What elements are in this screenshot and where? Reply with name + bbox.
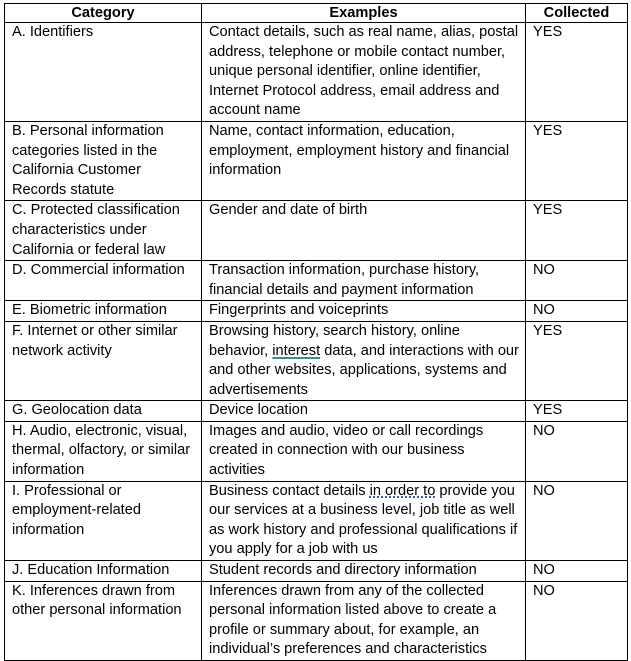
- table-row: [5, 481, 628, 560]
- category-cell: E. Biometric information: [5, 301, 202, 322]
- examples-cell: Inferences drawn from any of the collected personal information listed above to create a profile or summary about, for example, an individual’s preferences and characteristics: [202, 581, 526, 660]
- category-cell: K. Inferences drawn from other personal information: [5, 581, 202, 660]
- table-row: [5, 401, 628, 422]
- collected-cell: NO: [526, 561, 628, 582]
- table-header-row: [5, 4, 628, 23]
- proofing-marked-word[interactable]: interest: [272, 342, 321, 359]
- table-row: [5, 321, 628, 400]
- collected-cell: YES: [526, 201, 628, 261]
- examples-cell: [202, 321, 526, 400]
- examples-text: data, and interactions with our and other websites, applications, systems and advertisements: [209, 342, 519, 398]
- category-cell: D. Commercial information: [5, 261, 202, 301]
- examples-text: Business contact details: [209, 482, 370, 499]
- examples-cell: Transaction information, purchase history, financial details and payment information: [202, 261, 526, 301]
- collected-cell: YES: [526, 23, 628, 122]
- examples-text: Browsing history, search history, online behavior,: [209, 322, 460, 359]
- collected-cell: NO: [526, 301, 628, 322]
- personal-information-table: [4, 3, 628, 661]
- examples-cell: [202, 481, 526, 560]
- table-row: [5, 581, 628, 660]
- header-category: Category: [5, 4, 202, 23]
- collected-cell: NO: [526, 581, 628, 660]
- examples-cell: Name, contact information, education, employment, employment history and financial information: [202, 121, 526, 200]
- category-cell: H. Audio, electronic, visual, thermal, olfactory, or similar information: [5, 421, 202, 481]
- category-cell: B. Personal information categories listed in the California Customer Records statute: [5, 121, 202, 200]
- collected-cell: YES: [526, 121, 628, 200]
- examples-cell: Device location: [202, 401, 526, 422]
- header-collected: Collected: [526, 4, 628, 23]
- category-cell: J. Education Information: [5, 561, 202, 582]
- header-examples: Examples: [202, 4, 526, 23]
- category-cell: F. Internet or other similar network activity: [5, 321, 202, 400]
- table-row: [5, 121, 628, 200]
- collected-cell: NO: [526, 481, 628, 560]
- examples-cell: Student records and directory information: [202, 561, 526, 582]
- collected-cell: YES: [526, 401, 628, 422]
- examples-text: provide you our services at a business level, job title as well as work history and professional qualifications if you apply for a job with us: [209, 482, 518, 558]
- examples-cell: Contact details, such as real name, alias, postal address, telephone or mobile contact number, unique personal identifier, online identifier, Internet Protocol address, email address and account name: [202, 23, 526, 122]
- collected-cell: NO: [526, 421, 628, 481]
- collected-cell: YES: [526, 321, 628, 400]
- examples-cell: Images and audio, video or call recordings created in connection with our business activities: [202, 421, 526, 481]
- table-row: [5, 561, 628, 582]
- table-row: [5, 201, 628, 261]
- examples-cell: Gender and date of birth: [202, 201, 526, 261]
- table-row: [5, 261, 628, 301]
- category-cell: G. Geolocation data: [5, 401, 202, 422]
- collected-cell: NO: [526, 261, 628, 301]
- table-row: [5, 301, 628, 322]
- table-row: [5, 421, 628, 481]
- category-cell: C. Protected classification characteristics under California or federal law: [5, 201, 202, 261]
- examples-cell: Fingerprints and voiceprints: [202, 301, 526, 322]
- category-cell: I. Professional or employment-related information: [5, 481, 202, 560]
- table-row: [5, 23, 628, 122]
- proofing-marked-phrase[interactable]: in order to: [369, 482, 436, 499]
- category-cell: A. Identifiers: [5, 23, 202, 122]
